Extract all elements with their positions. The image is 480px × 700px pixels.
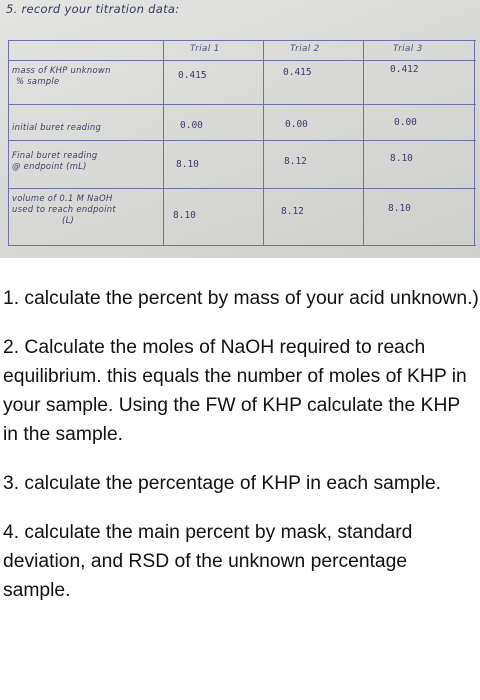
question-4: 4. calculate the main percent by mask, standard deviation, and RSD of the unknown percentage sample.: [3, 522, 413, 601]
question-3: 3. calculate the percentage of KHP in each sample.: [3, 473, 442, 494]
table-rule: [163, 40, 164, 246]
row-label-line: initial buret reading: [12, 122, 102, 132]
table-rule: [8, 40, 476, 41]
table-rule: [8, 245, 476, 246]
table-rule: [8, 140, 476, 141]
row-label-line: mass of KHP unknown: [12, 65, 111, 75]
row-label-line: volume of 0.1 M NaOH: [12, 193, 113, 203]
row-label-initial-buret: [12, 122, 101, 133]
table-rule: [263, 40, 264, 246]
column-header-trial-3: Trial 3: [393, 44, 423, 54]
row-label-line: % sample: [16, 76, 60, 86]
table-cell: 0.00: [180, 120, 203, 131]
question-2: 2. Calculate the moles of NaOH required to reach equilibrium. this equals the number of moles of KHP in your sample. Using the FW of KHP calculate the KHP in the sample.: [3, 337, 467, 445]
table-cell: 0.00: [285, 119, 308, 130]
table-rule: [474, 40, 475, 246]
column-header-trial-2: Trial 2: [290, 44, 320, 54]
row-label-mass-khp: [12, 65, 111, 87]
table-rule: [8, 40, 9, 246]
worksheet-title: 5. record your titration data:: [6, 2, 180, 16]
row-label-line: @ endpoint (mL): [12, 161, 87, 171]
table-cell: 0.00: [394, 117, 417, 128]
table-cell: 8.10: [176, 159, 199, 170]
row-label-line: used to reach endpoint: [12, 204, 116, 214]
question-1: 1. calculate the percent by mass of your acid unknown.): [3, 288, 479, 309]
row-label-line: Final buret reading: [12, 150, 98, 160]
table-cell: 8.12: [284, 156, 307, 167]
table-cell: 0.415: [283, 67, 312, 78]
question-list: [0, 284, 479, 605]
table-rule: [8, 60, 476, 61]
table-rule: [363, 40, 364, 246]
table-cell: 8.10: [390, 153, 413, 164]
row-label-volume-naoh: [12, 193, 116, 226]
table-cell: 8.10: [173, 210, 196, 221]
worksheet-photo: [0, 0, 480, 258]
column-header-trial-1: Trial 1: [190, 44, 220, 54]
row-label-final-buret: [12, 150, 97, 172]
table-rule: [8, 188, 476, 189]
titration-data-table: [8, 40, 476, 246]
table-cell: 0.415: [178, 70, 207, 81]
table-cell: 0.412: [390, 64, 419, 75]
table-rule: [8, 104, 476, 105]
table-cell: 8.12: [281, 206, 304, 217]
table-cell: 8.10: [388, 203, 411, 214]
row-label-line: (L): [62, 215, 75, 225]
